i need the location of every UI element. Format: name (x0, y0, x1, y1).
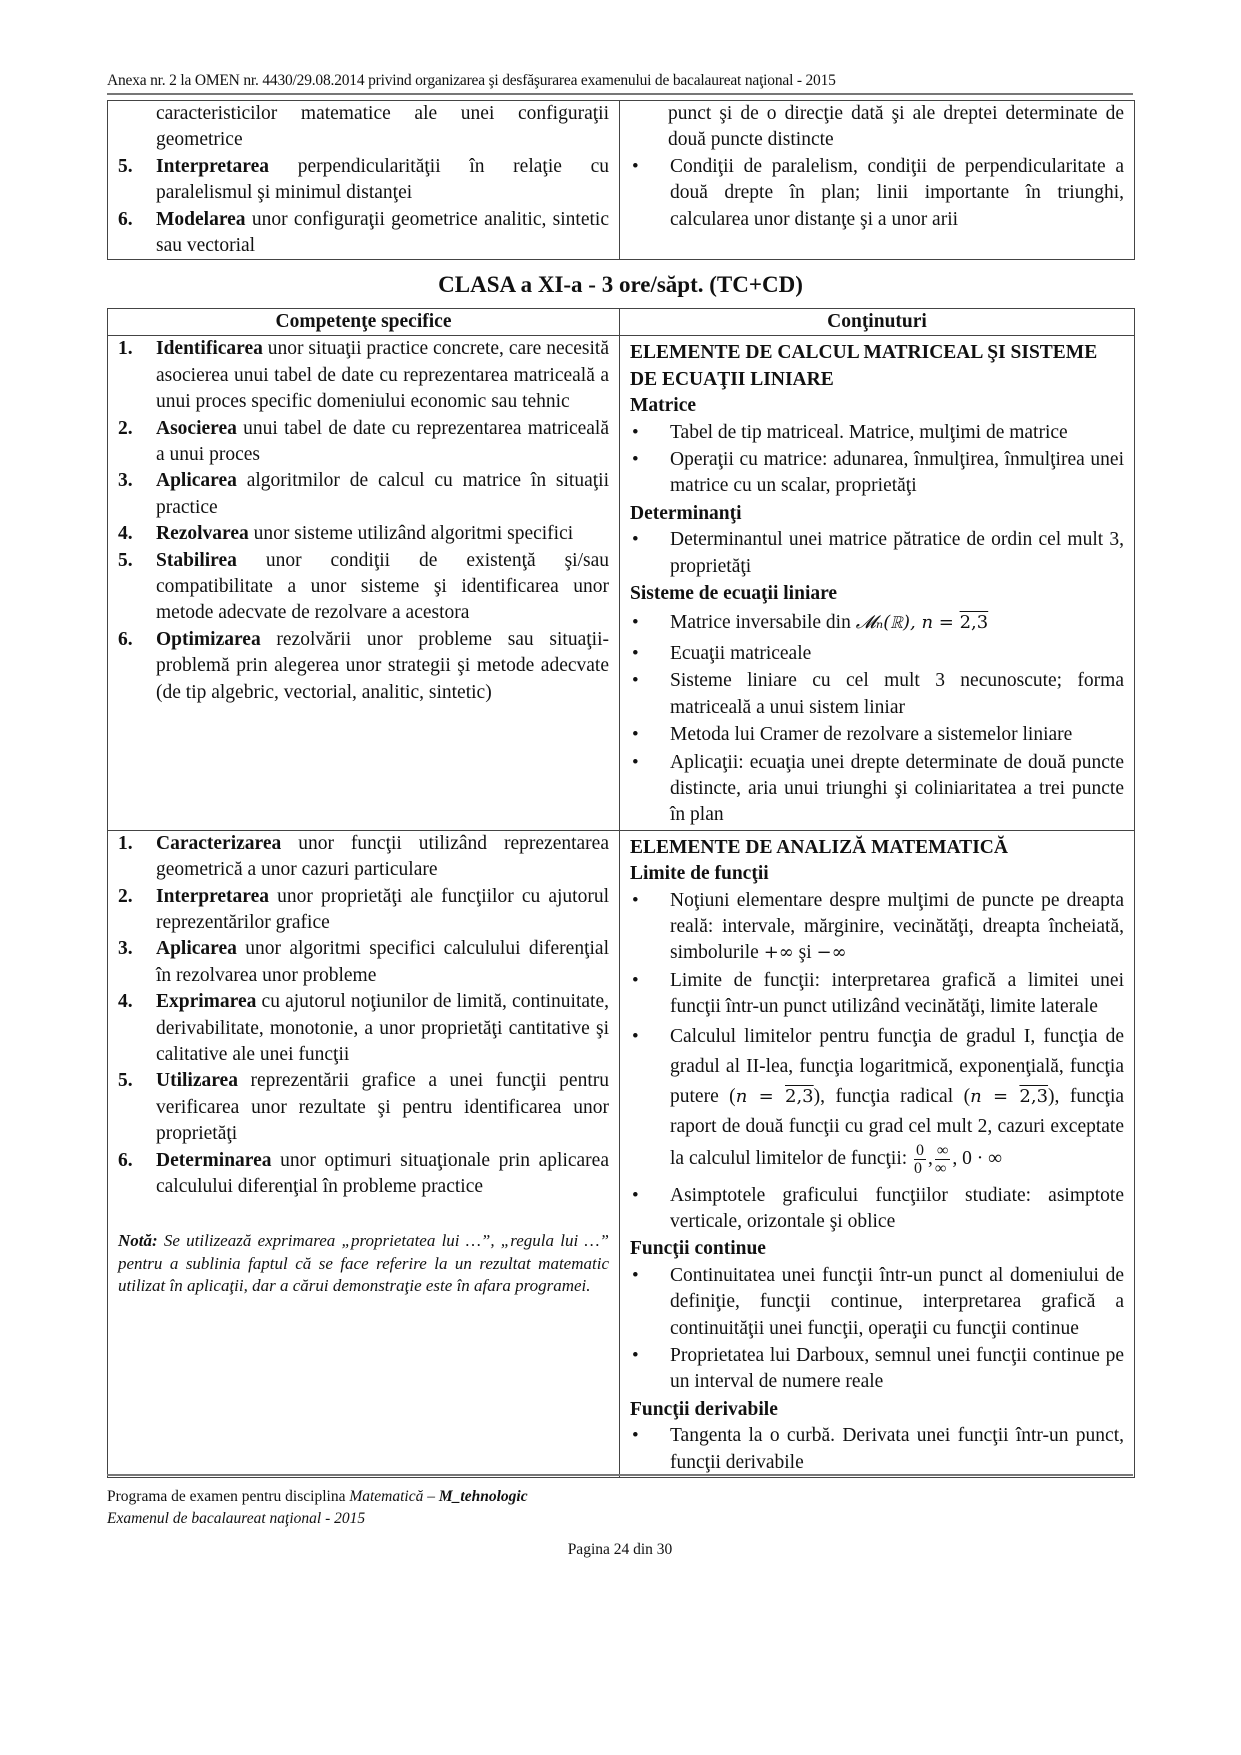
list-item: 6. Modelarea unor configuraţii geometrice analitic, sintetic sau vectorial (118, 208, 609, 257)
math-range: 2,3 (1019, 1085, 1049, 1107)
list-item: 6. Determinarea unor optimuri situaţionale prin aplicarea calculului diferenţial în probleme practice (118, 1149, 609, 1197)
bullet-icon: • (632, 421, 639, 443)
competences-cell (108, 101, 620, 260)
footer-line-2: Examenul de bacalaureat naţional - 2015 (107, 1510, 366, 1527)
list-item: • Matrice inversabile din 𝓜ₙ(ℝ), n = 2,3 (630, 610, 1124, 636)
plus-infinity: +∞ (763, 942, 794, 964)
list-item: 4. Rezolvarea unor sisteme utilizând algoritmi specifici (118, 523, 574, 545)
list-item: 1. Identificarea unor situaţii practice concrete, care necesită asocierea unui tabel de date cu reprezentarea matriceală a unui proces specific domeniului economic sau tehnic (118, 338, 609, 413)
list-item: • Noţiuni elementare despre mulţimi de puncte pe dreapta reală: intervale, mărginire, vecinătăţi, dreapta încheiată, simbolurile +∞ şi −∞ (630, 888, 1124, 967)
section-title: ELEMENTE DE CALCUL MATRICEAL ŞI SISTEME DE ECUAŢII LINIARE (630, 342, 1098, 390)
list-item: 4. Exprimarea cu ajutorul noţiunilor de limită, continuitate, derivabilitate, monotonie, a unor proprietăţi cantitative şi calitative ale unei funcţii (118, 991, 609, 1065)
subsection-title: Funcţii continue (630, 1238, 766, 1260)
page-header (107, 72, 1133, 95)
bullet-icon: • (632, 889, 639, 911)
math-range: 2,3 (785, 1085, 814, 1107)
list-item: 3. Aplicarea unor algoritmi specifici calculului diferenţial în rezolvarea unor probleme (118, 938, 609, 986)
table-header-row (108, 309, 1135, 336)
math-range: 2,3 (959, 612, 989, 634)
list-item: 6. Optimizarea rezolvării unor probleme sau situaţii-problemă prin alegerea unor strategii şi metode adecvate (de tip algebric, vectorial, analitic, sintetic) (118, 628, 609, 703)
class-title: CLASA a XI-a - 3 ore/săpt. (TC+CD) (438, 272, 803, 297)
subsection-title: Matrice (630, 395, 697, 417)
list-item: • Continuitatea unei funcţii într-un punct al domeniului de definiţie, funcţii continue, interpretarea grafică a continuităţii unei funcţii, operaţii cu funcţii continue (630, 1263, 1124, 1342)
subsection-title: Funcţii derivabile (630, 1398, 778, 1420)
note (118, 1230, 609, 1298)
minus-infinity: −∞ (816, 942, 847, 964)
list-item: • Proprietatea lui Darboux, semnul unei funcţii continue pe un interval de numere reale (630, 1343, 1124, 1396)
competences-cell (108, 830, 620, 1477)
list-item: • Sisteme liniare cu cel mult 3 necunoscute; forma matriceală a unui sistem liniar (630, 668, 1124, 721)
header-text: Anexa nr. 2 la OMEN nr. 4430/29.08.2014 privind organizarea şi desfăşurarea examenului de bacalaureat naţional - 2015 (107, 72, 836, 89)
continuation-table (107, 100, 1135, 260)
math-expression: 𝓜ₙ(ℝ), n = (855, 612, 960, 634)
bullet-icon: • (632, 449, 639, 471)
contents-cell (620, 101, 1135, 260)
subsection-title: Limite de funcţii (630, 863, 769, 885)
column-header-competences: Competenţe specifice (108, 309, 620, 336)
section-title: ELEMENTE DE ANALIZĂ MATEMATICĂ (630, 836, 1008, 858)
bullet-icon: • (632, 642, 639, 664)
list-item: • Condiţii de paralelism, condiţii de perpendicularitate a două drepte în plan; linii importante în triunghi, calcularea unor distanţe şi a unor arii (630, 154, 1124, 233)
continuation-text: caracteristicilor matematice ale unei configuraţii geometrice (156, 103, 609, 151)
curriculum-table (107, 308, 1135, 1478)
note-label: Notă: (118, 1231, 158, 1251)
subsection-title: Determinanţi (630, 502, 742, 524)
list-item: • Metoda lui Cramer de rezolvare a sistemelor liniare (630, 722, 1124, 748)
fraction-zero-over-zero: $\frac{0}{0}$ (914, 1141, 925, 1177)
list-item: 2. Interpretarea unor proprietăţi ale funcţiilor cu ajutorul reprezentărilor grafice (118, 885, 609, 933)
bullet-icon: • (632, 1264, 639, 1286)
table-row (108, 830, 1135, 1477)
list-item: • Ecuaţii matriceale (630, 641, 1124, 667)
bullet-icon: • (632, 724, 639, 746)
table-row (108, 101, 1135, 260)
list-item: • Limite de funcţii: interpretarea grafică a limitei unei funcţii într-un punct utilizând vecinătăţi, limite laterale (630, 968, 1124, 1021)
list-item: 1. Caracterizarea unor funcţii utilizând reprezentarea geometrică a unor cazuri particulare (118, 832, 609, 881)
bullet-icon: • (632, 1345, 639, 1366)
list-item: 5. Stabilirea unor condiţii de existenţă şi/sau compatibilitate a unor sisteme şi identificarea unor metode adecvate de rezolvare a acestora (118, 549, 609, 624)
list-item: 5. Interpretarea perpendicularităţii în relaţie cu paralelismul şi minimul distanţei (118, 155, 609, 204)
list-item: • Determinantul unei matrice pătratice de ordin cel mult 3, proprietăţi (630, 527, 1124, 580)
list-item: • Tangenta la o curbă. Derivata unei funcţii într-un punct, funcţii derivabile (630, 1423, 1124, 1476)
fraction-inf-over-inf: $\frac{\infty}{\infty}$ (934, 1141, 949, 1177)
continuation-text: punct şi de o direcţie dată şi ale dreptei determinate de două puncte distincte (668, 103, 1124, 151)
bullet-icon: • (632, 1184, 639, 1206)
contents-cell (620, 336, 1135, 830)
note-text: Se utilizează exprimarea „proprietatea lui …”, „regula lui …” pentru a sublinia faptul că se face referire la un rezultat matematic utilizat în aplicaţii, dar a cărui demonstraţie este în afara programei. (118, 1231, 609, 1296)
bullet-icon: • (632, 969, 639, 991)
footer-line-1: Programa de examen pentru disciplina Matematică – M_tehnologic (107, 1488, 528, 1505)
table-row (108, 336, 1135, 830)
page-footer (107, 1474, 1133, 1558)
list-item: 2. Asocierea unui tabel de date cu reprezentarea matriceală a unui proces (118, 417, 609, 466)
competences-cell (108, 336, 620, 830)
page-number: Pagina 24 din 30 (567, 1541, 673, 1558)
list-item: 3. Aplicarea algoritmilor de calcul cu matrice în situaţii practice (118, 470, 609, 518)
bullet-icon: • (632, 612, 639, 634)
bullet-icon: • (632, 670, 639, 692)
list-item: 5. Utilizarea reprezentării grafice a unei funcţii pentru verificarea unor rezultate şi pentru identificarea unor proprietăţi (118, 1070, 609, 1145)
list-item: • Asimptotele graficului funcţiilor studiate: asimptote verticale, orizontale şi oblice (630, 1183, 1124, 1236)
bullet-icon: • (632, 1025, 639, 1047)
bullet-icon: • (632, 1425, 639, 1447)
bullet-icon: • (632, 529, 639, 551)
list-item: • Operaţii cu matrice: adunarea, înmulţirea, înmulţirea unei matrice cu un scalar, proprietăţi (630, 447, 1124, 500)
list-item: • Aplicaţii: ecuaţia unei drepte determinate de două puncte distincte, aria unui triunghi şi coliniaritatea a trei puncte în plan (630, 750, 1124, 829)
list-item: • Tabel de tip matriceal. Matrice, mulţimi de matrice (630, 420, 1124, 446)
subsection-title: Sisteme de ecuaţii liniare (630, 583, 838, 605)
list-item: • Calculul limitelor pentru funcţia de gradul I, funcţia de gradul al II-lea, funcţia logaritmică, exponenţială, funcţia putere (n = 2,3), funcţia radical (n = 2,3), funcţia raport de două funcţii cu grad cel mult 2, cazuri exceptate la calculul limitelor de funcţii: $\frac{0}{0}$ , $\frac{\infty}{\infty}$ , 0 · ∞ (630, 1022, 1124, 1177)
column-header-contents: Conţinuturi (620, 309, 1135, 336)
contents-cell (620, 830, 1135, 1477)
bullet-icon: • (632, 751, 639, 773)
bullet-icon: • (632, 155, 639, 177)
